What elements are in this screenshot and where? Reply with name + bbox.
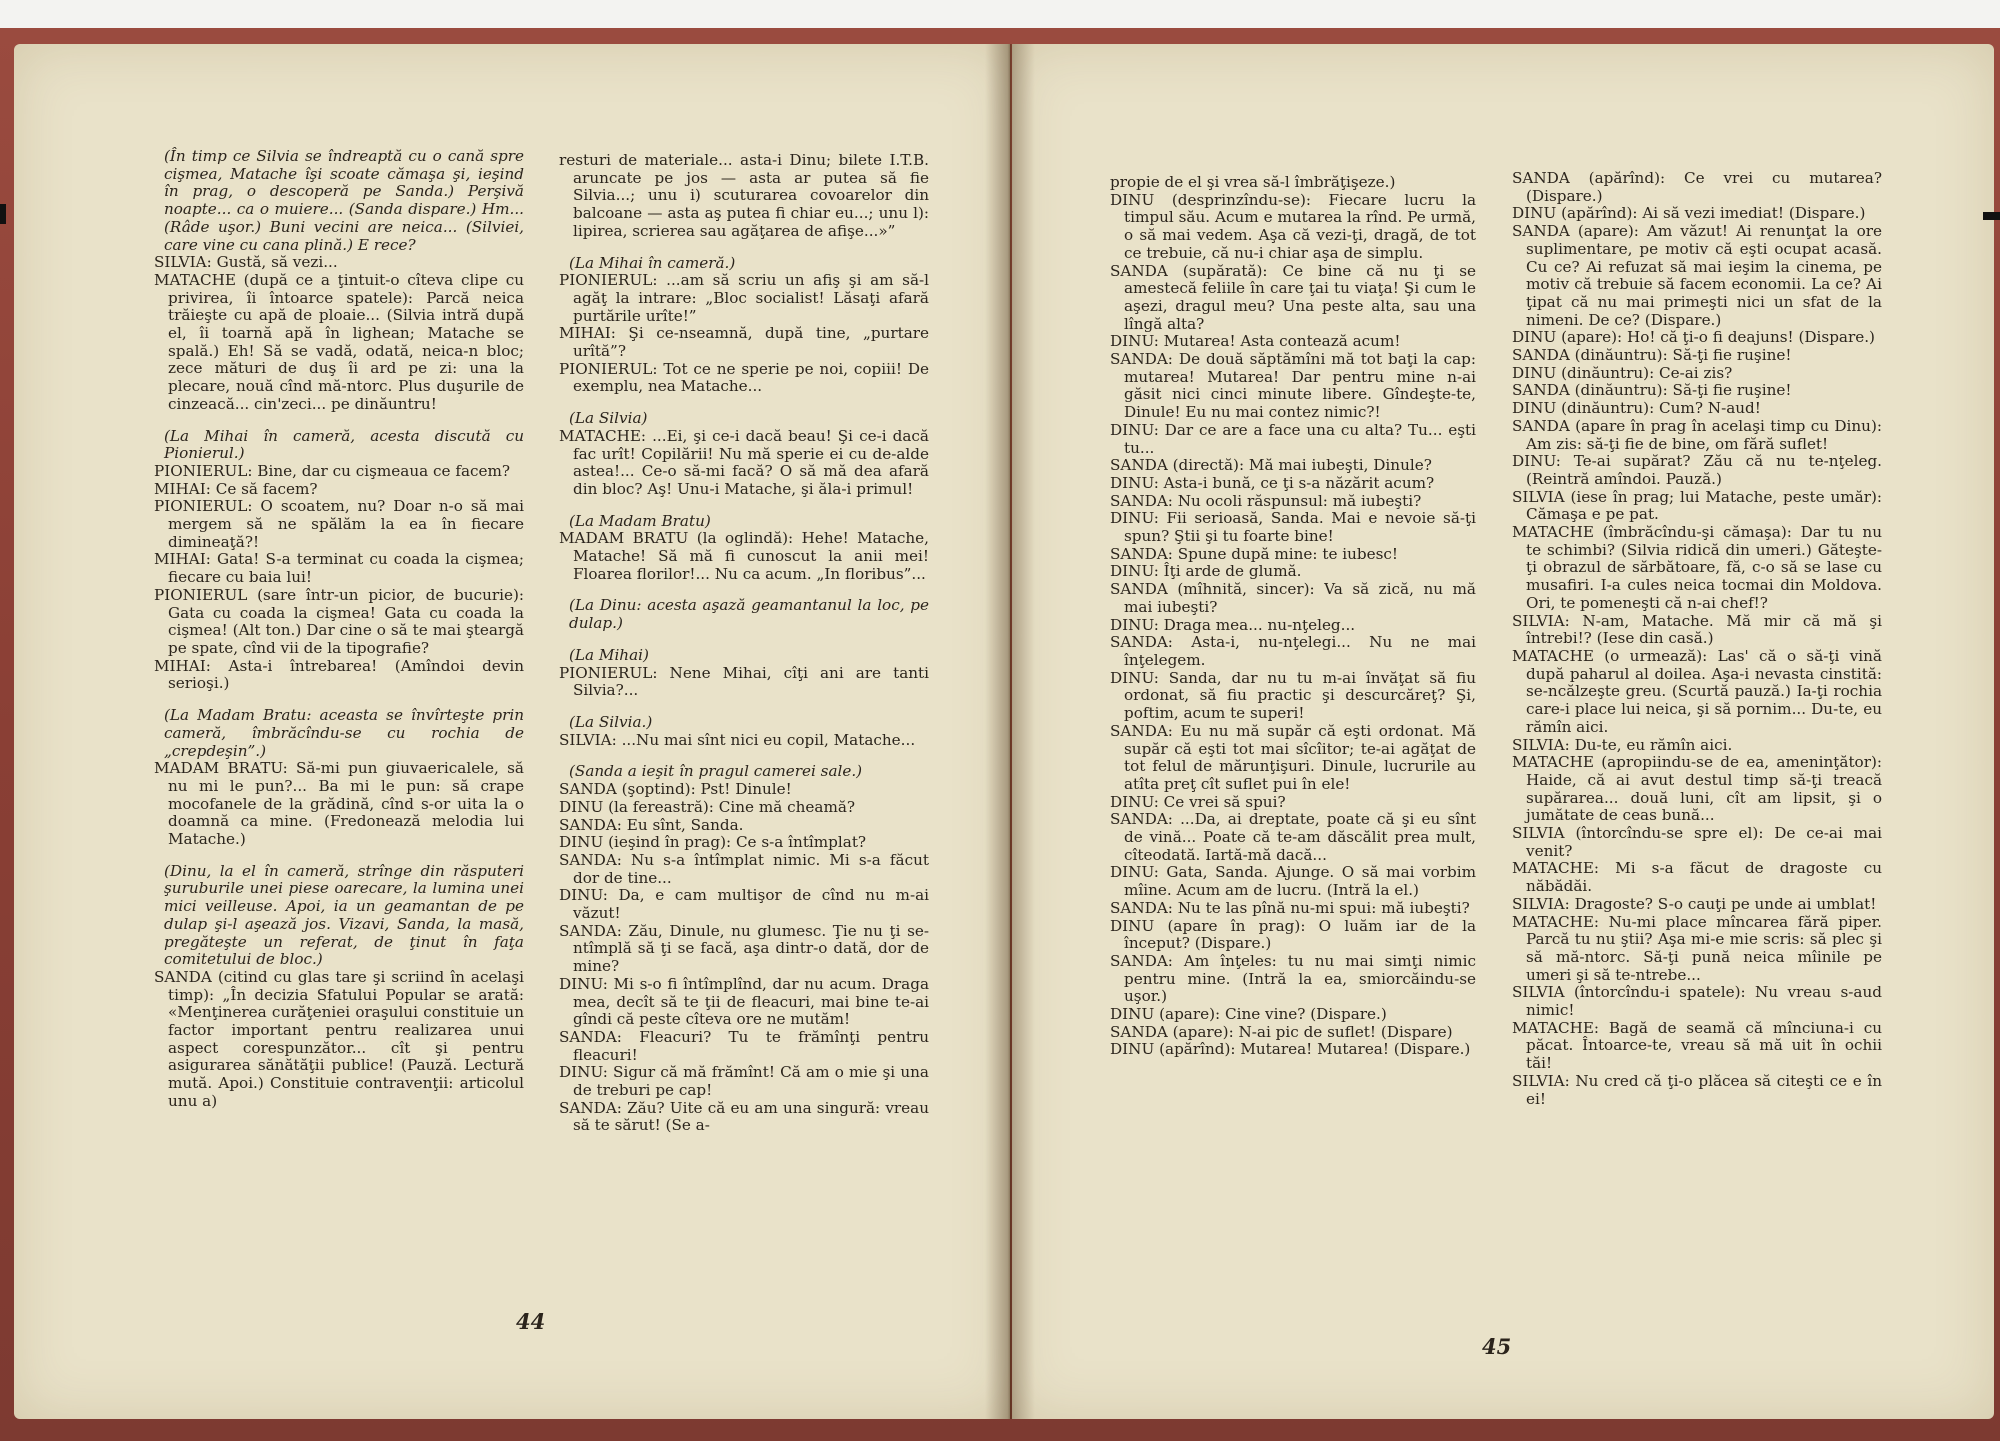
text-paragraph: SANDA (mîhnită, sincer): Va să zică, nu mă mai iubeşti? bbox=[1110, 580, 1476, 616]
text-paragraph: (La Silvia.) bbox=[569, 712, 653, 731]
text-paragraph: SANDA (apare în prag în acelaşi timp cu Dinu): Am zis: să-ţi fie de bine, om fără suflet! bbox=[1512, 416, 1882, 453]
text-paragraph: DINU (dinăuntru): Cum? N-aud! bbox=[1512, 399, 1761, 418]
text-paragraph: SANDA: Eu nu mă supăr că eşti ordonat. Mă supăr că eşti tot mai sîcîitor; te-ai agăţat de tot felul de mărunţişuri. Dinule, lucrurile au atîta preţ cît suflet pui în ele! bbox=[1110, 721, 1476, 793]
text-paragraph: MATACHE: Mi s-a făcut de dragoste cu năbădăi. bbox=[1512, 859, 1882, 896]
text-paragraph: SANDA: Zău? Uite că eu am una singură: vreau să te sărut! (Se a- bbox=[559, 1098, 929, 1135]
text-paragraph: (La Mihai) bbox=[569, 645, 649, 664]
right-page-column-1 bbox=[1110, 174, 1476, 1059]
text-paragraph: MATACHE: Bagă de seamă că mînciuna-i cu păcat. Întoarce-te, vreau să mă uit în ochii tăi! bbox=[1512, 1018, 1882, 1073]
text-paragraph: DINU (apare în prag): O luăm iar de la început? (Dispare.) bbox=[1110, 916, 1476, 953]
text-paragraph: PIONIERUL: Nene Mihai, cîţi ani are tanti Silvia?... bbox=[559, 663, 929, 700]
right-page-column-2 bbox=[1512, 170, 1882, 1108]
text-paragraph: DINU: Ce vrei să spui? bbox=[1110, 792, 1286, 811]
text-paragraph: MADAM BRATU (la oglindă): Hehe! Matache, Matache! Să mă fi cunoscut la anii mei! Floarea florilor!... Nu ca acum. „In floribus”... bbox=[559, 529, 929, 583]
left-page-column-1 bbox=[154, 148, 524, 1111]
text-paragraph: SILVIA: N-am, Matache. Mă mir că mă şi întrebi!? (Iese din casă.) bbox=[1512, 611, 1882, 648]
text-paragraph: PIONIERUL: Tot ce ne sperie pe noi, copiii! De exemplu, nea Matache... bbox=[559, 359, 929, 396]
text-paragraph: SANDA: ...Da, ai dreptate, poate că şi eu sînt de vină... Poate că te-am dăscălit prea mult, cîteodată. Iartă-mă dacă... bbox=[1110, 810, 1476, 864]
text-paragraph: DINU: Sigur că mă frămînt! Că am o mie şi una de treburi pe cap! bbox=[559, 1063, 929, 1100]
page-number-right: 45 bbox=[1482, 1334, 1512, 1359]
text-paragraph: MATACHE: ...Ei, şi ce-i dacă beau! Şi ce-i dacă fac urît! Copilării! Nu mă sperie ei cu de-alde astea!... Ce-o să-mi facă? O să mă dea afară din bloc? Aş! Unu-i Matache, şi ăla-i primul! bbox=[559, 426, 929, 498]
text-paragraph: SANDA: Zău, Dinule, nu glumesc. Ţie nu ţi se-ntîmplă să ţi se facă, aşa dintr-o dată, dor de mine? bbox=[559, 921, 929, 976]
text-paragraph: PIONIERUL: Bine, dar cu cişmeaua ce facem? bbox=[154, 461, 511, 480]
text-paragraph: DINU (dinăuntru): Ce-ai zis? bbox=[1512, 363, 1733, 382]
book-gutter bbox=[985, 44, 1035, 1419]
left-page bbox=[14, 44, 1010, 1419]
text-paragraph: SANDA: Nu ocoli răspunsul: mă iubeşti? bbox=[1110, 491, 1422, 510]
scan-mark bbox=[1983, 212, 2000, 220]
text-paragraph: SANDA: Nu s-a întîmplat nimic. Mi s-a făcut dor de tine... bbox=[559, 850, 929, 887]
text-paragraph: MATACHE (o urmează): Las' că o să-ţi vină după paharul al doilea. Aşa-i nevasta cinstită: se-ncălzeşte greu. (Scurtă pauză.) Ia-ţi rochia care-i place lui neica, şi să pornim... Du-te, eu rămîn aici. bbox=[1512, 646, 1882, 736]
text-paragraph: MIHAI: Şi ce-nseamnă, după tine, „purtare urîtă”? bbox=[559, 324, 929, 361]
text-paragraph: DINU: Mutarea! Asta contează acum! bbox=[1110, 332, 1401, 351]
text-paragraph: SANDA: Am înţeles: tu nu mai simţi nimic pentru mine. (Intră la ea, smiorcăindu-se uşor.) bbox=[1110, 951, 1476, 1006]
text-paragraph: DINU (la fereastră): Cine mă cheamă? bbox=[559, 797, 856, 816]
left-page-column-2 bbox=[559, 152, 929, 1135]
text-paragraph: MIHAI: Asta-i întrebarea! (Amîndoi devin serioşi.) bbox=[154, 656, 524, 693]
text-paragraph: (La Madam Bratu: aceasta se învîrteşte prin cameră, îmbrăcîndu-se cu rochia de „crepdeşin”.) bbox=[164, 706, 524, 760]
text-paragraph: DINU (ieşind în prag): Ce s-a întîmplat? bbox=[559, 833, 867, 852]
text-paragraph: SANDA (citind cu glas tare şi scriind în acelaşi timp): „În decizia Sfatului Popular se arată: «Menţinerea curăţeniei oraşului constituie un factor important pentru realizarea unui aspect corespunzător... cît şi pentru asigurarea sănătăţii publice! (Pauză. Lectură mută. Apoi.) Constituie contravenţii: articolul unu a) bbox=[154, 967, 524, 1110]
text-paragraph: SANDA (apare): N-ai pic de suflet! (Dispare) bbox=[1110, 1022, 1453, 1041]
text-paragraph: PIONIERUL (sare într-un picior, de bucurie): Gata cu coada la cişmea! Gata cu coada la cişmea! (Alt ton.) Dar cine o să te mai şteargă pe spate, cînd vii de la tipografie? bbox=[154, 585, 524, 657]
text-paragraph: SANDA (directă): Mă mai iubeşti, Dinule? bbox=[1110, 456, 1432, 475]
text-paragraph: DINU (apărînd): Mutarea! Mutarea! (Dispare.) bbox=[1110, 1040, 1471, 1059]
text-paragraph: (În timp ce Silvia se îndreaptă cu o cană spre cişmea, Matache îşi scoate cămaşa şi, ieşind în prag, o descoperă pe Sanda.) Perşivă noapte... ca o muiere... (Sanda dispare.) Hm... (Râde uşor.) Buni vecini are neica... (Silviei, care vine cu cana plină.) E rece? bbox=[164, 147, 524, 254]
text-paragraph: SILVIA: Nu cred că ţi-o plăcea să citeşti ce e în ei! bbox=[1512, 1071, 1882, 1108]
text-paragraph: MADAM BRATU: Să-mi pun giuvaericalele, să nu mi le pun?... Ba mi le pun: să crape mocofanele de la grădină, cînd s-or uita la o doamnă ca mine. (Fredonează melodia lui Matache.) bbox=[154, 759, 524, 849]
text-paragraph: SILVIA: Du-te, eu rămîn aici. bbox=[1512, 735, 1733, 754]
text-paragraph: MIHAI: Gata! S-a terminat cu coada la cişmea; fiecare cu baia lui! bbox=[154, 550, 524, 587]
text-paragraph: DINU: Asta-i bună, ce ţi s-a năzărit acum? bbox=[1110, 473, 1435, 492]
text-paragraph: (Dinu, la el în cameră, strînge din răsputeri şuruburile unei piese oarecare, la lumina unei mici veilleuse. Apoi, ia un geamantan de pe dulap şi-l aşează jos. Vizavi, Sanda, la masă, pregăteşte un referat, de ţinut în faţa comitetului de bloc.) bbox=[164, 861, 524, 969]
text-paragraph: SANDA (dinăuntru): Să-ţi fie ruşine! bbox=[1512, 381, 1792, 400]
page-number-left: 44 bbox=[516, 1309, 546, 1334]
text-paragraph: propie de el şi vrea să-l îmbrăţişeze.) bbox=[1110, 173, 1396, 191]
text-paragraph: DINU: Mi s-o fi întîmplînd, dar nu acum. Draga mea, decît să te ţii de fleacuri, mai bine te-ai gîndi că peste cîteva ore ne mutăm! bbox=[559, 974, 929, 1029]
text-paragraph: DINU (apare): Ho! că ţi-o fi deajuns! (Dispare.) bbox=[1512, 328, 1875, 347]
text-paragraph: SILVIA: Gustă, să vezi... bbox=[154, 253, 338, 272]
text-paragraph: SANDA: Fleacuri? Tu te frămînţi pentru fleacuri! bbox=[559, 1027, 929, 1064]
text-paragraph: resturi de materiale... asta-i Dinu; bilete I.T.B. aruncate pe jos — asta ar putea să fie Silvia...; unu i) scuturarea covoarelor din balcoane — asta aş putea fi chiar eu...; unu l): lipirea, scrierea sau agăţarea de afişe...»” bbox=[559, 151, 929, 240]
text-paragraph: SANDA (apărînd): Ce vrei cu mutarea? (Dispare.) bbox=[1512, 169, 1882, 205]
text-paragraph: SILVIA: Dragoste? S-o cauţi pe unde ai umblat! bbox=[1512, 894, 1877, 913]
text-paragraph: (Sanda a ieşit în pragul camerei sale.) bbox=[569, 762, 863, 781]
text-paragraph: DINU: Îţi arde de glumă. bbox=[1110, 562, 1302, 581]
text-paragraph: SILVIA: ...Nu mai sînt nici eu copil, Matache... bbox=[559, 730, 916, 749]
text-paragraph: PIONIERUL: O scoatem, nu? Doar n-o să mai mergem să ne spălăm la ea în fiecare dimineaţă?! bbox=[154, 497, 524, 551]
text-paragraph: SANDA (dinăuntru): Să-ţi fie ruşine! bbox=[1512, 346, 1792, 365]
text-paragraph: DINU: Gata, Sanda. Ajunge. O să mai vorbim mîine. Acum am de lucru. (Intră la el.) bbox=[1110, 863, 1476, 900]
text-paragraph: SANDA: Nu te las pînă nu-mi spui: mă iubeşti? bbox=[1110, 898, 1470, 917]
text-paragraph: MATACHE (îmbrăcîndu-şi cămaşa): Dar tu nu te schimbi? (Silvia ridică din umeri.) Găteşte-ţi obrazul de sărbătoare, fă, c-o să se lase cu musafiri. I-a cules neica tocmai din Moldova. Ori, te pomeneşti că n-ai chef!? bbox=[1512, 523, 1882, 612]
text-paragraph: DINU (apărînd): Ai să vezi imediat! (Dispare.) bbox=[1512, 204, 1866, 223]
text-paragraph: DINU: Fii serioasă, Sanda. Mai e nevoie să-ţi spun? Ştii şi tu foarte bine! bbox=[1110, 509, 1476, 546]
text-paragraph: SANDA: De două săptămîni mă tot baţi la cap: mutarea! Mutarea! Dar pentru mine n-ai găsit nici cinci minute libere. Gîndeşte-te, Dinule! Eu nu mai contez nimic?! bbox=[1110, 350, 1476, 422]
text-paragraph: (La Madam Bratu) bbox=[569, 511, 711, 530]
text-paragraph: DINU: Draga mea... nu-nţeleg... bbox=[1110, 615, 1356, 634]
text-paragraph: SANDA (apare): Am văzut! Ai renunţat la ore suplimentare, pe motiv că eşti ocupat acasă. Cu ce? Ai refuzat să mai ieşim la cinema, pe motiv că trebuie să facem economii. La ce? Ai ţipat că nu mai primeşti nici un sfat de la nimeni. De ce? (Dispare.) bbox=[1512, 222, 1882, 329]
text-paragraph: SANDA: Eu sînt, Sanda. bbox=[559, 815, 744, 834]
text-paragraph: MATACHE (apropiindu-se de ea, ameninţător): Haide, că ai avut destul timp să-ţi treacă supărarea... două luni, cît am lipsit, şi o jumătate de ceas bună... bbox=[1512, 753, 1882, 825]
scan-mark bbox=[0, 204, 6, 224]
text-paragraph: MATACHE (după ce a ţintuit-o cîteva clipe cu privirea, îi întoarce spatele): Parcă neica trăieşte cu apă de ploaie... (Silvia intră după el, îi toarnă apă în lighean; Matache se spală.) Eh! Să se vadă, odată, neica-n bloc; zece mături de duş îi ard pe zi: una la plecare, nouă cînd mă-ntorc. Plus duşurile de cinzeacă... cin'zeci... pe dinăuntru! bbox=[154, 270, 524, 413]
text-paragraph: PIONIERUL: ...am să scriu un afiş şi am să-l agăţ la intrare: „Bloc socialist! Lăsaţi afară purtările urîte!” bbox=[559, 271, 929, 325]
text-paragraph: DINU: Dar ce are a face una cu alta? Tu... eşti tu... bbox=[1110, 420, 1476, 457]
text-paragraph: (La Silvia) bbox=[569, 409, 648, 428]
text-paragraph: DINU (desprinzîndu-se): Fiecare lucru la timpul său. Acum e mutarea la rînd. Pe urmă, o să mai vedem. Aşa că vezi-ţi, dragă, de tot ce trebuie, că nu-i chiar aşa de simplu. bbox=[1110, 190, 1476, 262]
text-paragraph: (La Mihai în cameră.) bbox=[569, 253, 736, 272]
text-paragraph: SILVIA (întorcîndu-se spre el): De ce-ai mai venit? bbox=[1512, 824, 1882, 860]
text-paragraph: SANDA: Asta-i, nu-nţelegi... Nu ne mai înţelegem. bbox=[1110, 633, 1476, 669]
text-paragraph: DINU: Sanda, dar nu tu m-ai învăţat să fiu ordonat, să fiu practic şi descurcăreţ? Şi, poftim, acum te superi! bbox=[1110, 668, 1476, 723]
text-paragraph: SANDA (supărată): Ce bine că nu ţi se amestecă feliile în care ţai tu viaţa! Şi cum le aşezi, dragul meu? Una peste alta, sau una lîngă alta? bbox=[1110, 261, 1476, 333]
right-page bbox=[1012, 44, 1994, 1419]
text-paragraph: SANDA: Spune după mine: te iubesc! bbox=[1110, 544, 1399, 563]
text-paragraph: MIHAI: Ce să facem? bbox=[154, 479, 318, 498]
text-paragraph: DINU: Te-ai supărat? Zău că nu te-nţeleg. (Reintră amîndoi. Pauză.) bbox=[1512, 452, 1882, 488]
text-paragraph: DINU (apare): Cine vine? (Dispare.) bbox=[1110, 1005, 1387, 1024]
text-paragraph: (La Dinu: acesta aşază geamantanul la loc, pe dulap.) bbox=[569, 596, 929, 633]
text-paragraph: SANDA (şoptind): Pst! Dinule! bbox=[559, 780, 792, 799]
text-paragraph: (La Mihai în cameră, acesta discută cu Pionierul.) bbox=[164, 426, 524, 463]
text-paragraph: SILVIA (întorcîndu-i spatele): Nu vreau s-aud nimic! bbox=[1512, 983, 1882, 1020]
text-paragraph: MATACHE: Nu-mi place mîncarea fără piper. Parcă tu nu ştii? Aşa mi-e mie scris: să plec şi să mă-ntorc. Să-ţi pună neica mîinile pe umeri şi să te-ntrebe... bbox=[1512, 912, 1882, 984]
text-paragraph: SILVIA (iese în prag; lui Matache, peste umăr): Cămaşa e pe pat. bbox=[1512, 487, 1882, 524]
text-paragraph: DINU: Da, e cam multişor de cînd nu m-ai văzut! bbox=[559, 886, 929, 923]
